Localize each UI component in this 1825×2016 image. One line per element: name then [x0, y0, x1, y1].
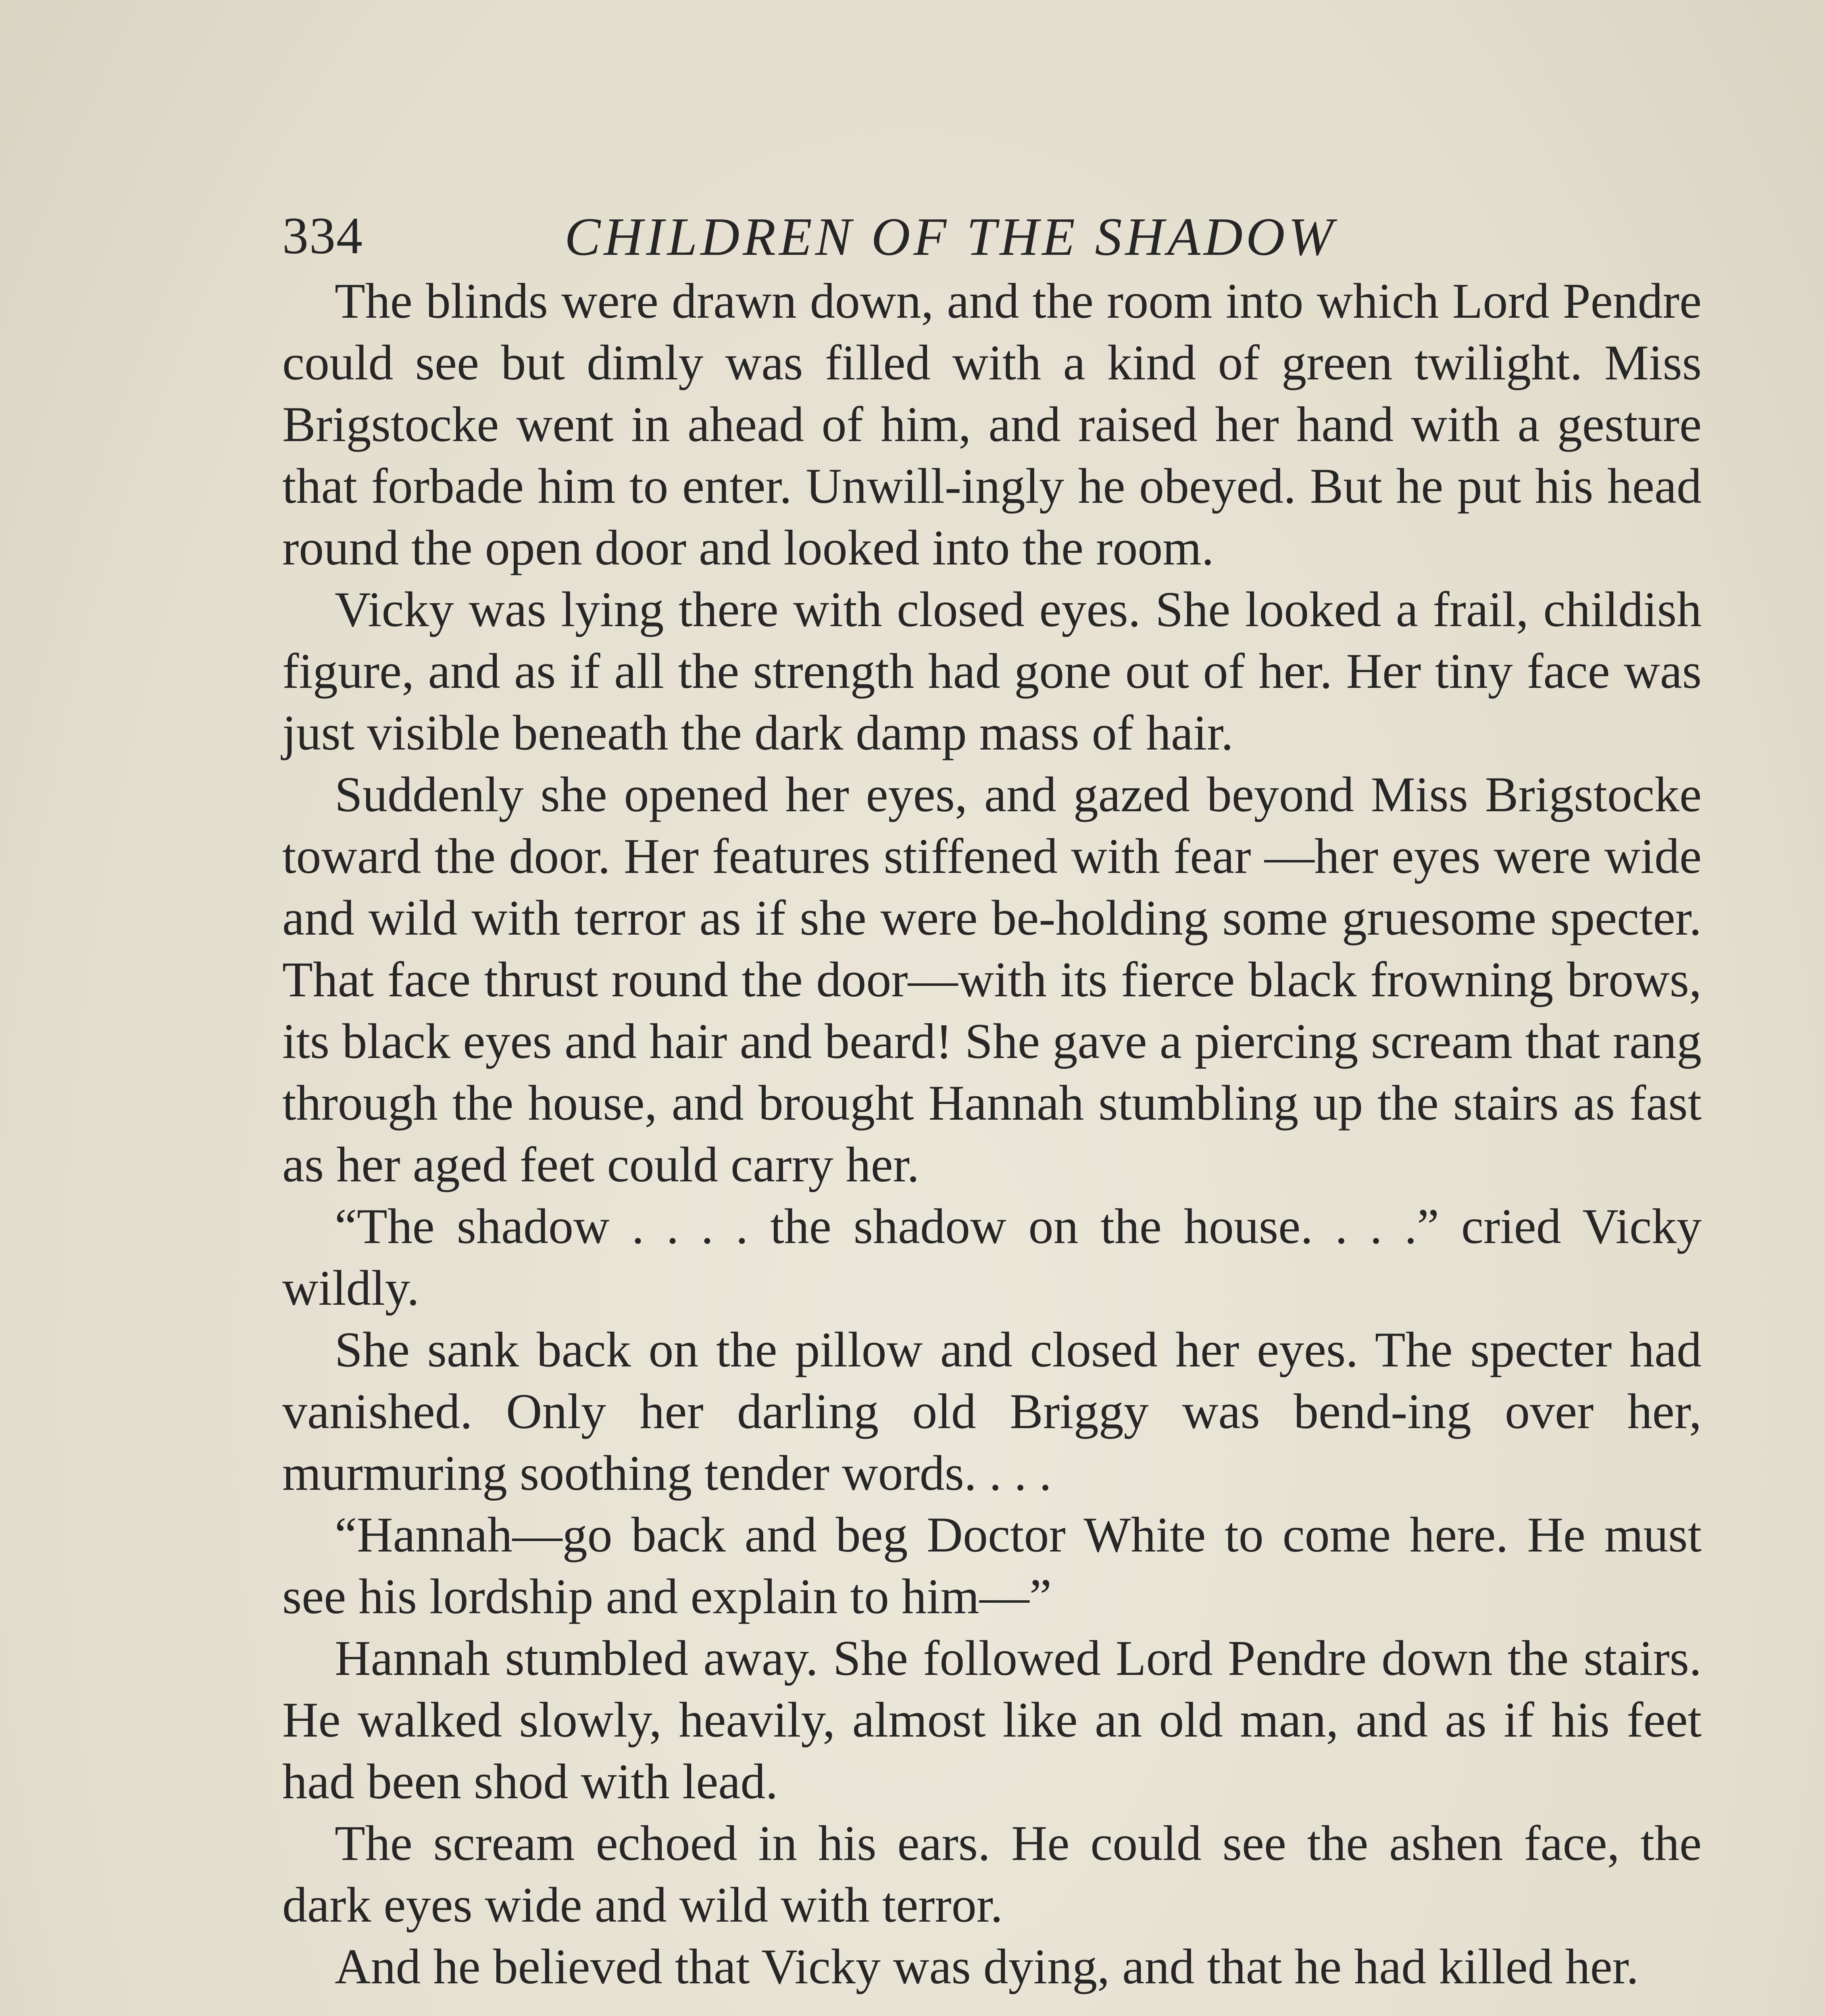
paragraph: The blinds were drawn down, and the room into which Lord Pendre could see but dimly was filled with a kind of green twilight. Miss Brigstocke went in ahead of him, and raised her hand with a gesture that forbade him to enter. Unwill-ingly he obeyed. But he put his head round the open door and looked into the room.	[282, 273, 1702, 575]
paragraph: “The shadow . . . . the shadow on the house. . . .” cried Vicky wildly.	[282, 1199, 1702, 1316]
paragraph: Hannah stumbled away. She followed Lord Pendre down the stairs. He walked slowly, heavily, almost like an old man, and as if his feet had been shod with lead.	[282, 1631, 1702, 1809]
paragraph: “Hannah—go back and beg Doctor White to come here. He must see his lordship and explain to him—”	[282, 1507, 1702, 1624]
paragraph: Vicky was lying there with closed eyes. She looked a frail, childish figure, and as if all the strength had gone out of her. Her tiny face was just visible beneath the dark damp mass of hair.	[282, 582, 1702, 760]
paragraph: The scream echoed in his ears. He could see the ashen face, the dark eyes wide and wild with terror.	[282, 1816, 1702, 1933]
paragraph: And he believed that Vicky was dying, and that he had killed her.	[335, 1939, 1639, 1994]
body-text	[282, 270, 1702, 2016]
page-header	[282, 194, 1702, 270]
running-title: CHILDREN OF THE SHADOW	[565, 207, 1337, 267]
paragraph: She sank back on the pillow and closed her eyes. The specter had vanished. Only her darling old Briggy was bend-ing over her, murmuring soothing tender words. . . .	[282, 1322, 1702, 1501]
paragraph: Suddenly she opened her eyes, and gazed beyond Miss Brigstocke toward the door. Her features stiffened with fear —her eyes were wide and wild with terror as if she were be-holding some gruesome specter. That face thrust round the door—with its fierce black frowning brows, its black eyes and hair and beard! She gave a piercing scream that rang through the house, and brought Hannah stumbling up the stairs as fast as her aged feet could carry her.	[282, 767, 1702, 1192]
page-number: 334	[282, 207, 363, 265]
book-page	[282, 194, 1702, 2016]
